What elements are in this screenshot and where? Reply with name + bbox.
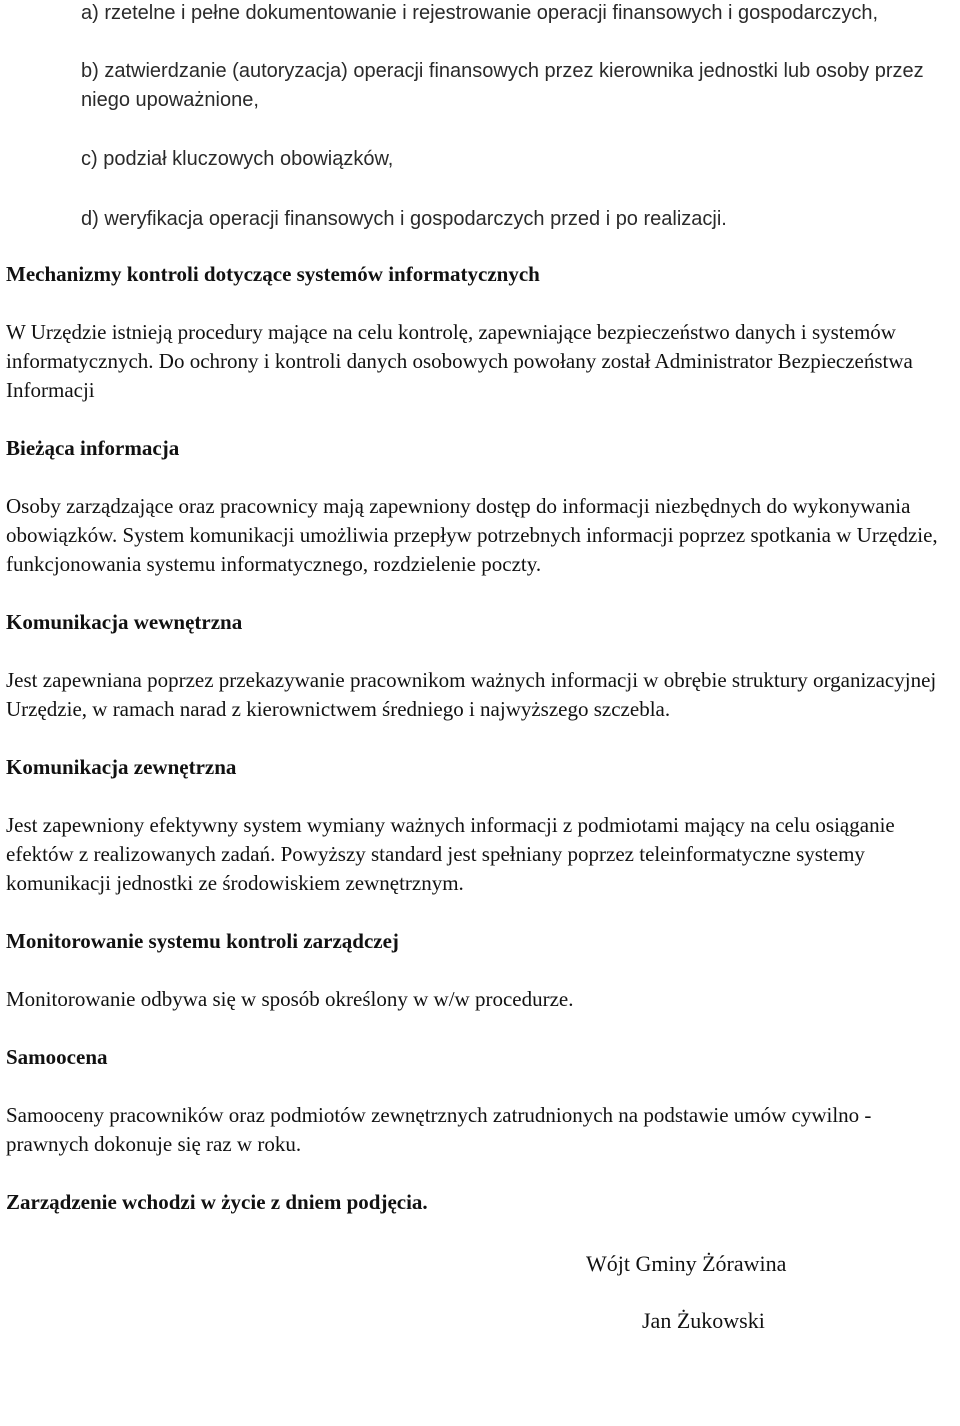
heading-external-comm: Komunikacja zewnętrzna	[6, 755, 237, 779]
signature-title: Wójt Gminy Żórawina	[586, 1251, 787, 1276]
paragraph-it-controls: W Urzędzie istnieją procedury mające na celu kontrolę, zapewniające bezpieczeństwo danych i systemów informatycznych. Do ochrony i kontroli danych osobowych powołany został Administrator Bezpieczeństwa Informacji	[6, 320, 913, 402]
paragraph-monitoring: Monitorowanie odbywa się w sposób określony w w/w procedurze.	[6, 987, 574, 1011]
heading-current-info: Bieżąca informacja	[6, 436, 180, 460]
paragraph-external-comm: Jest zapewniony efektywny system wymiany ważnych informacji z podmiotami mający na celu osiąganie efektów z realizowanych zadań. Powyższy standard jest spełniany poprzez teleinformatyczne systemy komunikacji jednostki ze środowiskiem zewnętrznym.	[6, 813, 895, 895]
list-item-a: a) rzetelne i pełne dokumentowanie i rejestrowanie operacji finansowych i gospodarczych,	[81, 2, 879, 24]
heading-it-controls: Mechanizmy kontroli dotyczące systemów informatycznych	[6, 262, 540, 286]
heading-effective-date: Zarządzenie wchodzi w życie z dniem podjęcia.	[6, 1190, 428, 1214]
paragraph-current-info: Osoby zarządzające oraz pracownicy mają zapewniony dostęp do informacji niezbędnych do wykonywania obowiązków. System komunikacji umożliwia przepływ potrzebnych informacji poprzez spotkania w Urzędzie, funkcjonowania systemu informatycznego, rozdzielenie poczty.	[6, 494, 938, 576]
heading-internal-comm: Komunikacja wewnętrzna	[6, 610, 243, 634]
list-item-d: d) weryfikacja operacji finansowych i gospodarczych przed i po realizacji.	[81, 208, 727, 230]
document	[6, 0, 956, 1335]
paragraph-self-assessment: Samooceny pracowników oraz podmiotów zewnętrznych zatrudnionych na podstawie umów cywilno - prawnych dokonuje się raz w roku.	[6, 1103, 872, 1156]
list-item-c: c) podział kluczowych obowiązków,	[81, 148, 394, 170]
list-item-b: b) zatwierdzanie (autoryzacja) operacji finansowych przez kierownika jednostki lub osoby przez niego upoważnione,	[81, 60, 924, 111]
heading-self-assessment: Samoocena	[6, 1045, 108, 1069]
heading-monitoring: Monitorowanie systemu kontroli zarządczej	[6, 929, 399, 953]
paragraph-internal-comm: Jest zapewniana poprzez przekazywanie pracownikom ważnych informacji w obrębie struktury organizacyjnej Urzędzie, w ramach narad z kierownictwem średniego i najwyższego szczebla.	[6, 668, 937, 721]
signature-name: Jan Żukowski	[642, 1308, 765, 1333]
